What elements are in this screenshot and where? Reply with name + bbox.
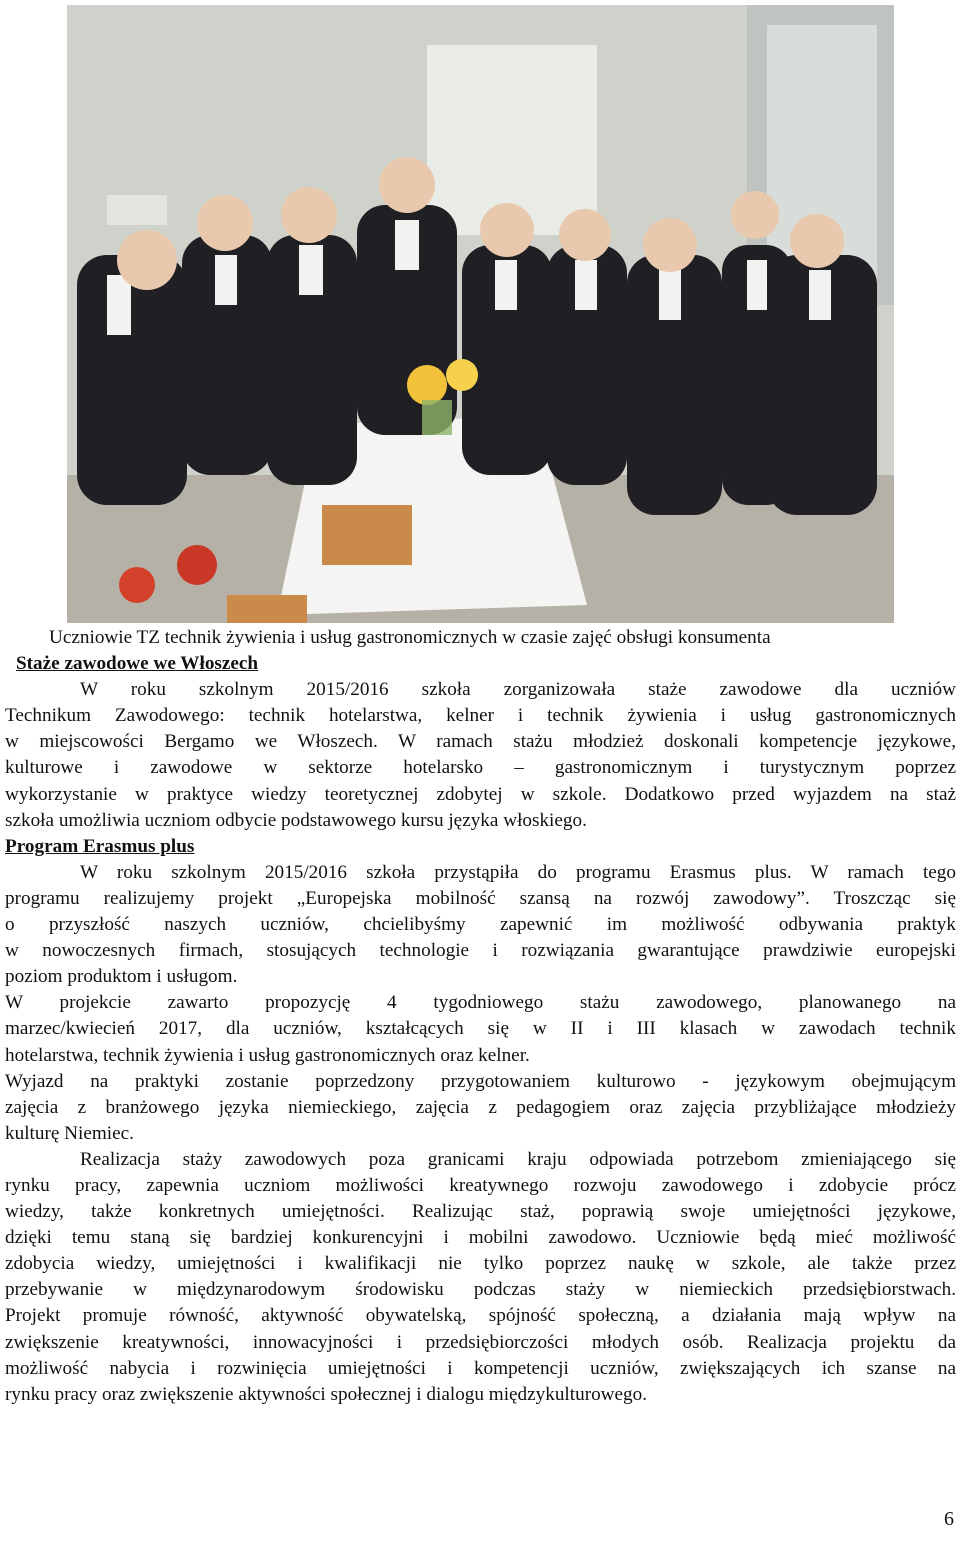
paragraph-line: zdobycia wiedzy, umiejętności i kwalifikacji nie tylko poprzez naukę w szkole, ale także przez <box>5 1253 956 1275</box>
paragraph-line: Wyjazd na praktyki zostanie poprzedzony przygotowaniem kulturowo - językowym obejmującym <box>5 1070 956 1092</box>
paragraph-line: wiedzy, także konkretnych umiejętności. Realizując staż, poprawią swoje umiejętności językowe, <box>5 1201 956 1223</box>
paragraph-line: zwiększenie kreatywności, innowacyjności i przedsiębiorczości młodych osób. Realizacja projektu da <box>5 1331 956 1353</box>
paragraph-line: w nowoczesnych firmach, stosujących technologie i rozwiązania gwarantujące prawdziwie europejski <box>5 940 956 962</box>
group-photo-illustration <box>67 5 894 623</box>
page-number: 6 <box>944 1508 954 1530</box>
paragraph-line: wykorzystanie w praktyce wiedzy teoretycznej zdobytej w szkole. Dodatkowo przed wyjazdem na staż <box>5 783 956 805</box>
paragraph-line: Projekt promuje równość, aktywność obywatelską, spójność społeczną, a działania mają wpływ na <box>5 1305 956 1327</box>
paragraph-line: W roku szkolnym 2015/2016 szkoła przystąpiła do programu Erasmus plus. W ramach tego <box>80 861 956 883</box>
paragraph-line: rynku pracy, zapewnia uczniom możliwości kreatywnego rozwoju zawodowego i zdobycie prócz <box>5 1174 956 1196</box>
page-text <box>5 625 956 1408</box>
paragraph-line: marzec/kwiecień 2017, dla uczniów, kształcących się w II i III klasach w zawodach technik <box>5 1018 956 1040</box>
paragraph-line: szkoła umożliwia uczniom odbycie podstawowego kursu języka włoskiego. <box>5 809 587 831</box>
paragraph-line: zajęcia z branżowego języka niemieckiego, zajęcia z pedagogiem oraz zajęcia przybliżające młodzieży <box>5 1096 956 1118</box>
paragraph-line: o przyszłość naszych uczniów, chcielibyśmy zapewnić im możliwość odbywania praktyk <box>5 914 956 936</box>
paragraph-line: kulturowe i zawodowe w sektorze hotelarsko – gastronomicznym i turystycznym poprzez <box>5 757 956 779</box>
paragraph-line: Realizacja staży zawodowych poza granicami kraju odpowiada potrzebom zmieniającego się <box>80 1148 956 1170</box>
paragraph-line: hotelarstwa, technik żywienia i usług gastronomicznych oraz kelner. <box>5 1044 530 1066</box>
paragraph-line: poziom produktom i usługom. <box>5 966 238 988</box>
paragraph-line: dzięki temu staną się bardziej konkurencyjni i mobilni zawodowo. Uczniowie będą mieć możliwość <box>5 1227 956 1249</box>
heading-erasmus-plus: Program Erasmus plus <box>5 835 195 857</box>
paragraph-line: programu realizujemy projekt „Europejska mobilność szansą na rozwój zawodowy”. Troszcząc się <box>5 887 956 909</box>
paragraph-line: przebywanie w międzynarodowym środowisku podczas staży w niemieckich przedsiębiorstwach. <box>5 1279 956 1301</box>
paragraph-line: Technikum Zawodowego: technik hotelarstwa, kelner i technik żywienia i usług gastronomicznych <box>5 705 956 727</box>
paragraph-line: W projekcie zawarto propozycję 4 tygodniowego stażu zawodowego, planowanego na <box>5 992 956 1014</box>
heading-internships-italy: Staże zawodowe we Włoszech <box>16 653 259 675</box>
paragraph-line: kulturę Niemiec. <box>5 1122 134 1144</box>
photo-caption: Uczniowie TZ technik żywienia i usług gastronomicznych w czasie zajęć obsługi konsumenta <box>49 627 771 648</box>
group-photo <box>67 5 894 623</box>
paragraph-line: W roku szkolnym 2015/2016 szkoła zorganizowała staże zawodowe dla uczniów <box>80 679 956 701</box>
paragraph-line: możliwość nabycia i rozwinięcia umiejętności i kompetencji uczniów, zwiększających ich szanse na <box>5 1357 956 1379</box>
paragraph-line: rynku pracy oraz zwiększenie aktywności społecznej i dialogu międzykulturowego. <box>5 1383 648 1405</box>
paragraph-line: w miejscowości Bergamo we Włoszech. W ramach stażu młodzież doskonali kompetencje językowe, <box>5 731 956 753</box>
